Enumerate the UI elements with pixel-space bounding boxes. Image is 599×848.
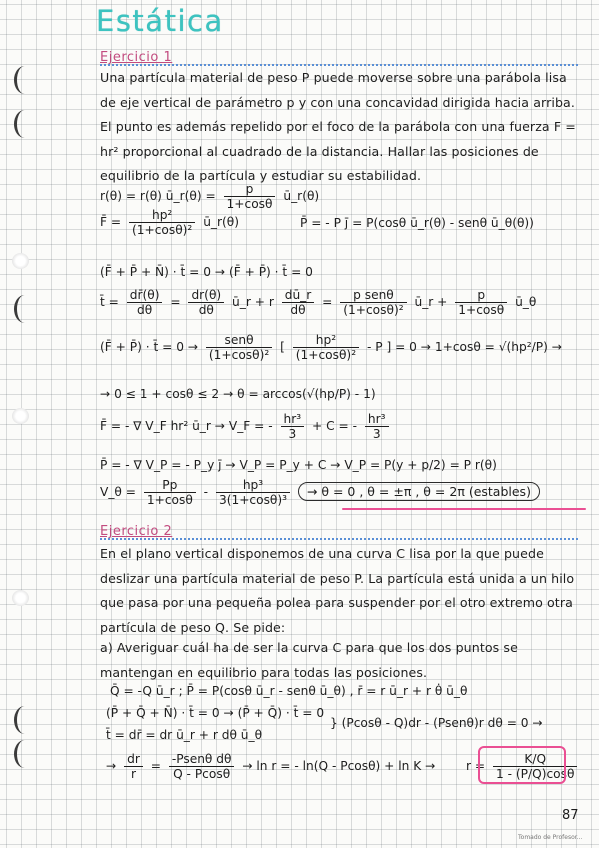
ex2-equation-tangent: t̄ = dr̄ = dr ū_r + r dθ ū_θ xyxy=(106,728,263,742)
ex1-equation-f: F̄ = $\frac{\text{hp²}}{\text{(1+cosθ)²}}$ ū_r(θ) xyxy=(100,208,239,237)
page-number: 87 xyxy=(562,808,579,823)
ex1-equation-potential-p: P̄ = - ∇ V_P = - P_y j̄ → V_P = P_y + C → V_P = P(y + p/2) = P r(θ) xyxy=(100,458,497,472)
ex1-equation-equilibrium: (F̄ + P̄ + N̄) · t̄ = 0 → (F̄ + P̄) · t̄ = 0 xyxy=(100,265,313,279)
result-highlight-box xyxy=(478,746,566,784)
exercise-2-label: Ejercicio 2 xyxy=(100,524,173,539)
highlight-underline xyxy=(342,508,586,510)
ex1-equation-r: r(θ) = r(θ) ū_r(θ) = $\frac{p}{1+\cos\theta}$ ū_r(θ) xyxy=(100,182,320,211)
ex2-equation-integration: → $\frac{dr}{r}$ = $\frac{\text{-Psenθ dθ}}{Q - Pcos\theta}$ → ln r = - ln(Q - Pcosθ) + ln K → xyxy=(106,752,436,781)
punch-hole xyxy=(12,408,29,424)
ex1-equation-p: P̄ = - P j̄ = P(cosθ ū_r(θ) - senθ ū_θ(θ)) xyxy=(300,216,534,230)
page-title: Estática xyxy=(96,4,224,38)
ex2-equation-forces: Q̄ = -Q ū_r ; P̄ = P(cosθ ū_r - senθ ū_θ) , r̄ = r ū_r + r θ̇ ū_θ xyxy=(110,684,468,698)
footer-note: Tomado de Profesor... xyxy=(518,834,583,841)
ex2-result: r = $\frac{K/Q}{1 - (P/Q)\cos\theta}$ xyxy=(466,752,581,781)
exercise-1-statement: Una partícula material de peso P puede moverse sobre una parábola lisa de eje vertical de parámetro p y con una concavidad dirigida hacia arriba. El punto es además repelido por el foco de la parábola con una fuerza F = hr² proporcional al cuadrado de la distancia. Hallar las posiciones de equilibrio de la partícula y estudiar su estabilidad. xyxy=(100,70,576,183)
exercise-2-heading xyxy=(100,520,578,540)
binder-ring-mark xyxy=(14,66,35,94)
binder-ring-mark xyxy=(14,110,35,138)
ex1-equation-potential-f: F̄ = - ∇ V_F hr² ū_r → V_F = - $\frac{\text{hr³}}{3}$ + C = - $\frac{\text{hr³}}{3}$ xyxy=(100,412,393,441)
exercise-1-heading xyxy=(100,46,578,66)
ex1-result: → θ = 0 , θ = ±π , θ = 2π (estables) xyxy=(298,482,540,501)
binder-ring-mark xyxy=(14,295,35,323)
ex1-equation-arccos: → 0 ≤ 1 + cosθ ≤ 2 → θ = arccos(√(hp/P) - 1) xyxy=(100,387,376,401)
exercise-2-part-a: a) Averiguar cuál ha de ser la curva C para que los dos puntos se mantengan en equilibrio para todas las posiciones. xyxy=(100,640,518,680)
ex2-equation-combined: } (Pcosθ - Q)dr - (Psenθ)r dθ = 0 → xyxy=(330,716,543,730)
exercise-1-label: Ejercicio 1 xyxy=(100,50,173,65)
binder-ring-mark xyxy=(14,740,35,768)
ex2-equation-equilibrium: (P̄ + Q̄ + N̄) · t̄ = 0 → (P̄ + Q̄) · t̄ = 0 xyxy=(106,706,325,720)
ex1-equation-tangent: t̄ = $\frac{dr̄(\theta)}{d\theta}$ = $\frac{dr(\theta)}{d\theta}$ ū_r + r $\frac{dū\_r}{d\theta}$ = $\frac{\text{p senθ}}{\text{(1+cosθ)²}}$ ū_r + $\frac{p}{1+\cos\theta}$ ū_θ xyxy=(100,288,537,317)
punch-hole xyxy=(12,253,29,269)
ex1-equation-total-potential: V_θ = $\frac{Pp}{1+\cos\theta}$ - $\frac{\text{hp³}}{\text{3(1+cosθ)³}}$ → θ = 0 , θ = ±π , θ = 2π (estables) xyxy=(100,478,540,507)
binder-ring-mark xyxy=(14,706,35,734)
ex1-equation-condition: (F̄ + P̄) · t̄ = 0 → $\frac{\text{senθ}}{\text{(1+cosθ)²}}$ [ $\frac{\text{hp²}}{\text{(1+cosθ)²}}$ - P ] = 0 → 1+cosθ = √(hp²/P) → xyxy=(100,333,562,362)
exercise-2-statement: En el plano vertical disponemos de una curva C lisa por la que puede deslizar una partícula material de peso P. La partícula está unida a un hilo que pasa por una pequeña polea para suspender por el otro extremo otra partícula de peso Q. Se pide: xyxy=(100,546,575,635)
punch-hole xyxy=(12,590,29,606)
